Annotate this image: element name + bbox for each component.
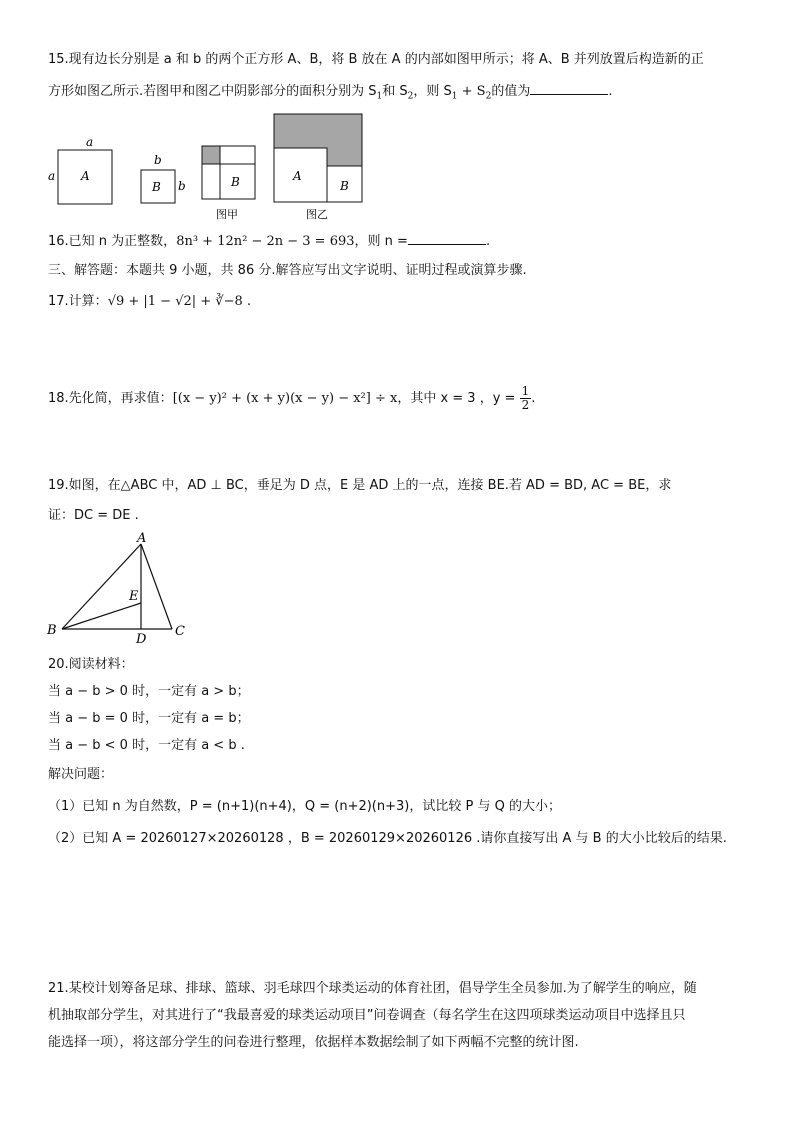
fig-a-top-label: a: [86, 135, 94, 149]
q17-expr: √9 + |1 − √2| + ∛−8 .: [107, 294, 252, 309]
fig-b-side-label: b: [178, 179, 186, 193]
q16-expr: 8n³ + 12n² − 2n − 3 = 693: [176, 234, 355, 249]
q16-answer-blank[interactable]: [408, 230, 486, 245]
q15-line1: 15.现有边长分别是 a 和 b 的两个正方形 A、B，将 B 放在 A 的内部如图甲所示；将 A、B 并列放置后构造新的正: [48, 52, 704, 67]
q19-label-b: B: [47, 623, 57, 638]
q19-triangle-figure: [40, 530, 200, 645]
section-3-heading: 三、解答题：本题共 9 小题，共 86 分.解答应写出文字说明、证明过程或演算步骤.: [48, 263, 527, 278]
q18-expr: [(x − y)² + (x + y)(x − y) − x²] ÷ x: [172, 391, 398, 406]
q19-label-c: C: [175, 624, 185, 639]
q15-text-b: 和 S: [382, 84, 408, 99]
q18-line: [48, 382, 535, 416]
q15-text-a: 方形如图乙所示.若图甲和图乙中阴影部分的面积分别为 S: [48, 84, 377, 99]
q15-text-d: 的值为: [491, 84, 531, 99]
q15-text-c: ，则 S: [413, 84, 452, 99]
q19-label-e: E: [129, 589, 139, 604]
yi-caption: 图乙: [306, 208, 328, 221]
q21-line1: 21.某校计划筹备足球、排球、篮球、羽毛球四个球类运动的体育社团，倡导学生全员参加.为了解学生的响应，随: [48, 981, 697, 996]
q20-title: 20.阅读材料：: [48, 657, 134, 672]
fig-b-top-label: b: [154, 153, 162, 167]
yi-b-label: B: [340, 179, 349, 193]
q19-label-d: D: [136, 632, 147, 645]
q17-line: [48, 292, 251, 312]
q19-line1: 19.如图，在△ABC 中，AD ⊥ BC，垂足为 D 点，E 是 AD 上的一点，连接 BE.若 AD = BD, AC = BE，求: [48, 478, 672, 493]
fig-b-label: B: [152, 180, 161, 194]
q19-line2: 证：DC = DE .: [48, 508, 139, 523]
q21-line3: 能选择一项），将这部分学生的问卷进行整理，依据样本数据绘制了如下两幅不完整的统计图.: [48, 1035, 579, 1050]
q18-num: 1: [521, 384, 530, 398]
q18-fraction: [520, 385, 532, 412]
yi-a-label: A: [293, 169, 302, 183]
q19-label-a: A: [137, 531, 147, 546]
q18-text: 18.先化简，再求值：: [48, 391, 173, 406]
q15-answer-blank[interactable]: [530, 80, 608, 95]
fig-a-side-label: a: [48, 169, 56, 183]
q20-part-2: （2）已知 A = 20260127×20260128 ，B = 20260129×20260126 .请你直接写出 A 与 B 的大小比较后的结果.: [48, 831, 727, 846]
q18-end: .: [531, 391, 536, 406]
q16-line: 16.已知 n 为正整数，8n³ + 12n² − 2n − 3 = 693，则 n = .: [48, 230, 490, 252]
jia-caption: 图甲: [216, 208, 238, 221]
jia-shaded: [202, 146, 220, 164]
q20-part-1: （1）已知 n 为自然数，P = (n+1)(n+4)，Q = (n+2)(n+3)，试比较 P 与 Q 的大小；: [48, 799, 561, 814]
q17-text: 17.计算：: [48, 294, 108, 309]
q21-line2: 机抽取部分学生，对其进行了“我最喜爱的球类运动项目”问卷调查（每名学生在这四项球类运动项目中选择且只: [48, 1008, 686, 1023]
q15-figures: [40, 110, 380, 226]
jia-b-label: B: [231, 175, 240, 189]
q18-den: 2: [521, 398, 530, 412]
q18-post: ，其中 x = 3 ，y =: [397, 391, 516, 406]
q20-rule-2: 当 a − b = 0 时，一定有 a = b；: [48, 711, 250, 726]
q20-solve-heading: 解决问题：: [48, 767, 114, 782]
q16-post: ，则 n =: [354, 234, 408, 249]
q15-line2: 方形如图乙所示.若图甲和图乙中阴影部分的面积分别为 $S_1$和 $S_2$，则 $S_1 + S_2$的值为 .: [48, 80, 612, 107]
q20-rule-3: 当 a − b < 0 时，一定有 a < b .: [48, 738, 245, 753]
fig-a-label: A: [81, 169, 90, 183]
q16-text: 16.已知 n 为正整数，: [48, 234, 177, 249]
q20-rule-1: 当 a − b > 0 时，一定有 a > b；: [48, 684, 250, 699]
yi-shaded: [274, 114, 362, 166]
